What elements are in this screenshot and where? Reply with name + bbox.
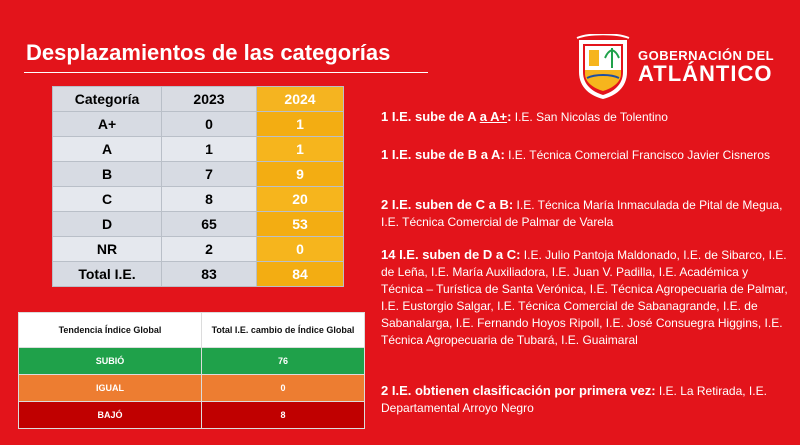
cell-2023: 7 xyxy=(162,162,257,187)
gobernacion-logo xyxy=(575,34,775,104)
categories-table xyxy=(52,86,344,287)
trend-label: SUBIÓ xyxy=(19,348,202,375)
info-c-to-b xyxy=(381,196,791,231)
trend-header-row xyxy=(19,313,365,348)
cell-categoria: B xyxy=(53,162,162,187)
table-row xyxy=(53,187,344,212)
table-row xyxy=(53,237,344,262)
cell-categoria: Total I.E. xyxy=(53,262,162,287)
cell-2023: 0 xyxy=(162,112,257,137)
trend-label: IGUAL xyxy=(19,375,202,402)
info-text: I.E. Técnica María Inmaculada de Pital de Megua, I.E. Técnica Comercial de Palmar de Varela xyxy=(381,198,783,229)
cell-categoria: C xyxy=(53,187,162,212)
info-b-to-a xyxy=(381,146,791,164)
logo-line-2: ATLÁNTICO xyxy=(638,61,773,86)
info-text: I.E. Técnica Comercial Francisco Javier Cisneros xyxy=(504,148,770,162)
cell-2023: 65 xyxy=(162,212,257,237)
trend-label: BAJÓ xyxy=(19,402,202,429)
info-lead: 1 I.E. sube de B a A: xyxy=(381,147,505,162)
info-lead: 14 I.E. suben de D a C: xyxy=(381,247,521,262)
cell-2023: 83 xyxy=(162,262,257,287)
cell-2023: 1 xyxy=(162,137,257,162)
cell-2024: 0 xyxy=(257,237,344,262)
cell-categoria: A xyxy=(53,137,162,162)
cell-categoria: A+ xyxy=(53,112,162,137)
cell-2024: 1 xyxy=(257,137,344,162)
trend-row-igual xyxy=(19,375,365,402)
cell-categoria: NR xyxy=(53,237,162,262)
cell-2023: 2 xyxy=(162,237,257,262)
header-2024: 2024 xyxy=(257,87,344,112)
info-first-classification xyxy=(381,382,791,417)
table-row xyxy=(53,212,344,237)
cell-2024: 1 xyxy=(257,112,344,137)
coat-of-arms-icon xyxy=(575,34,631,100)
page-title: Desplazamientos de las categorías xyxy=(26,40,391,65)
info-text: I.E. San Nicolas de Tolentino xyxy=(511,110,668,124)
info-text: I.E. La Retirada, I.E. Departamental Arroyo Negro xyxy=(381,384,767,415)
title-underline xyxy=(24,72,428,73)
cell-2024: 84 xyxy=(257,262,344,287)
header-tendencia: Tendencia Índice Global xyxy=(19,313,202,348)
info-lead: 2 I.E. suben de C a B: xyxy=(381,197,514,212)
info-d-to-c xyxy=(381,246,791,349)
header-categoria: Categoría xyxy=(53,87,162,112)
trend-row-subio xyxy=(19,348,365,375)
cell-2024: 53 xyxy=(257,212,344,237)
info-a-to-aplus: 1 I.E. sube de A a A+: I.E. San Nicolas de Tolentino xyxy=(381,109,668,124)
categories-header-row xyxy=(53,87,344,112)
header-2023: 2023 xyxy=(162,87,257,112)
table-row xyxy=(53,112,344,137)
header-total-cambio: Total I.E. cambio de Índice Global xyxy=(202,313,365,348)
cell-categoria: D xyxy=(53,212,162,237)
info-lead: 2 I.E. obtienen clasificación por primera vez: xyxy=(381,383,656,398)
trend-value: 0 xyxy=(202,375,365,402)
table-row xyxy=(53,162,344,187)
cell-2024: 20 xyxy=(257,187,344,212)
trend-value: 76 xyxy=(202,348,365,375)
info-lead: 1 I.E. sube de A xyxy=(381,109,480,124)
trend-value: 8 xyxy=(202,402,365,429)
trend-row-bajo xyxy=(19,402,365,429)
table-row-total xyxy=(53,262,344,287)
cell-2023: 8 xyxy=(162,187,257,212)
logo-line-1: GOBERNACIÓN DEL xyxy=(638,48,775,63)
cell-2024: 9 xyxy=(257,162,344,187)
info-lead-underlined: a A+ xyxy=(479,109,508,124)
trend-table xyxy=(18,312,365,429)
table-row xyxy=(53,137,344,162)
info-text: I.E. Julio Pantoja Maldonado, I.E. de Sibarco, I.E. de Leña, I.E. María Auxiliadora, I.E. Juan V. Padilla, I.E. Académica y Técnica – Turística de Santa Verónica, I.E. Técnica Agropecuaria de Palmar, I.E. Eustorgio Salgar, I.E. Técnica Comercial de Sabanagrande, I.E. de Sabanalarga, I.E. Fernando Hoyos Ripoll, I.E. José Consuegra Higgins, I.E. Técnica Agropecuaria de Tubará, I.E. Guaimaral xyxy=(381,248,788,347)
